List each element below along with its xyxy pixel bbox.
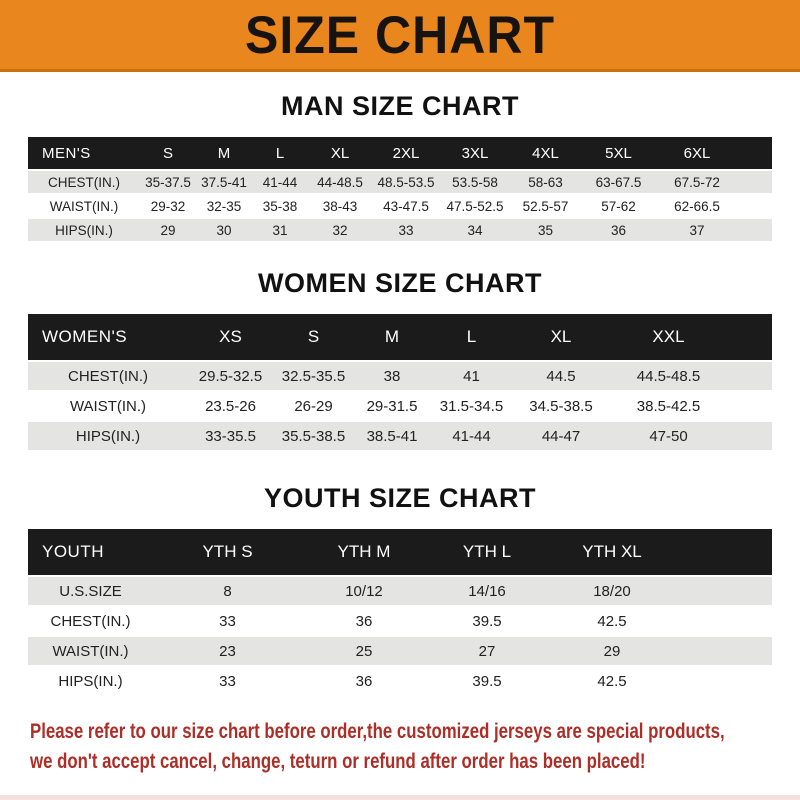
size-value: 38-43 — [308, 193, 372, 217]
col-header: XL — [308, 137, 372, 169]
men-section — [0, 91, 800, 241]
men-corner-label: MEN'S — [28, 137, 140, 169]
col-header: 5XL — [581, 137, 656, 169]
row-label: HIPS(IN.) — [28, 217, 140, 241]
size-value: 33-35.5 — [188, 420, 273, 450]
col-header: YTH XL — [548, 529, 676, 575]
bottom-edge-strip — [0, 795, 800, 800]
col-header: L — [430, 314, 513, 360]
col-header: YTH L — [426, 529, 548, 575]
size-value: 36 — [302, 605, 426, 635]
row-label: WAIST(IN.) — [28, 390, 188, 420]
youth-section-heading: YOUTH SIZE CHART — [263, 483, 536, 513]
size-value: 27 — [426, 635, 548, 665]
spacer-cell — [676, 635, 772, 665]
row-label: CHEST(IN.) — [28, 360, 188, 390]
size-value: 33 — [372, 217, 440, 241]
col-header: L — [252, 137, 308, 169]
spacer-cell — [738, 137, 772, 169]
size-value: 23.5-26 — [188, 390, 273, 420]
size-value: 41 — [430, 360, 513, 390]
size-value: 42.5 — [548, 665, 676, 695]
size-value: 18/20 — [548, 575, 676, 605]
row-label: HIPS(IN.) — [28, 665, 153, 695]
size-value: 10/12 — [302, 575, 426, 605]
size-value: 35-37.5 — [140, 169, 196, 193]
col-header: XS — [188, 314, 273, 360]
men-size-table — [28, 137, 772, 241]
table-row — [28, 217, 772, 241]
footnote-line-1: Please refer to our size chart before order,the customized jerseys are special products, — [30, 720, 725, 743]
table-row — [28, 665, 772, 695]
page-title: SIZE CHART — [245, 4, 555, 65]
banner — [0, 0, 800, 72]
col-header: M — [196, 137, 252, 169]
size-value: 33 — [153, 665, 302, 695]
size-value: 47-50 — [609, 420, 728, 450]
size-value: 29 — [140, 217, 196, 241]
row-label: HIPS(IN.) — [28, 420, 188, 450]
size-value: 35 — [510, 217, 581, 241]
women-header-row — [28, 314, 772, 360]
size-value: 39.5 — [426, 605, 548, 635]
size-value: 14/16 — [426, 575, 548, 605]
size-value: 38.5-42.5 — [609, 390, 728, 420]
col-header: 2XL — [372, 137, 440, 169]
size-value: 44-48.5 — [308, 169, 372, 193]
size-value: 53.5-58 — [440, 169, 510, 193]
women-corner-label: WOMEN'S — [28, 314, 188, 360]
size-value: 42.5 — [548, 605, 676, 635]
col-header: S — [273, 314, 354, 360]
size-value: 41-44 — [252, 169, 308, 193]
footnote — [30, 717, 800, 777]
size-value: 57-62 — [581, 193, 656, 217]
col-header: M — [354, 314, 430, 360]
spacer-cell — [728, 360, 772, 390]
size-value: 58-63 — [510, 169, 581, 193]
size-value: 48.5-53.5 — [372, 169, 440, 193]
size-value: 37.5-41 — [196, 169, 252, 193]
size-value: 8 — [153, 575, 302, 605]
table-row — [28, 635, 772, 665]
size-value: 38.5-41 — [354, 420, 430, 450]
size-value: 29-31.5 — [354, 390, 430, 420]
size-value: 47.5-52.5 — [440, 193, 510, 217]
size-value: 44.5-48.5 — [609, 360, 728, 390]
col-header: S — [140, 137, 196, 169]
table-row — [28, 605, 772, 635]
size-value: 39.5 — [426, 665, 548, 695]
spacer-cell — [738, 217, 772, 241]
size-value: 31.5-34.5 — [430, 390, 513, 420]
size-value: 44.5 — [513, 360, 609, 390]
size-value: 34.5-38.5 — [513, 390, 609, 420]
size-value: 52.5-57 — [510, 193, 581, 217]
size-value: 29 — [548, 635, 676, 665]
women-section-heading: WOMEN SIZE CHART — [258, 268, 542, 298]
size-value: 41-44 — [430, 420, 513, 450]
spacer-cell — [728, 314, 772, 360]
table-row — [28, 390, 772, 420]
size-value: 35.5-38.5 — [273, 420, 354, 450]
row-label: WAIST(IN.) — [28, 635, 153, 665]
row-label: WAIST(IN.) — [28, 193, 140, 217]
size-value: 35-38 — [252, 193, 308, 217]
table-row — [28, 169, 772, 193]
size-value: 36 — [302, 665, 426, 695]
row-label: CHEST(IN.) — [28, 605, 153, 635]
footnote-line-2: we don't accept cancel, change, teturn or refund after order has been placed! — [30, 749, 646, 773]
spacer-cell — [676, 665, 772, 695]
women-size-table — [28, 314, 772, 450]
spacer-cell — [676, 575, 772, 605]
col-header: XL — [513, 314, 609, 360]
men-section-heading: MAN SIZE CHART — [281, 91, 519, 121]
table-row — [28, 575, 772, 605]
size-value: 29.5-32.5 — [188, 360, 273, 390]
col-header: XXL — [609, 314, 728, 360]
size-value: 31 — [252, 217, 308, 241]
youth-corner-label: YOUTH — [28, 529, 153, 575]
col-header: 4XL — [510, 137, 581, 169]
spacer-cell — [728, 390, 772, 420]
spacer-cell — [728, 420, 772, 450]
youth-header-row — [28, 529, 772, 575]
spacer-cell — [738, 169, 772, 193]
size-value: 44-47 — [513, 420, 609, 450]
size-value: 25 — [302, 635, 426, 665]
size-value: 30 — [196, 217, 252, 241]
size-value: 32 — [308, 217, 372, 241]
spacer-cell — [676, 529, 772, 575]
size-value: 32-35 — [196, 193, 252, 217]
size-value: 34 — [440, 217, 510, 241]
table-row — [28, 360, 772, 390]
size-value: 63-67.5 — [581, 169, 656, 193]
spacer-cell — [738, 193, 772, 217]
size-value: 33 — [153, 605, 302, 635]
youth-section — [0, 483, 800, 695]
size-value: 36 — [581, 217, 656, 241]
table-row — [28, 193, 772, 217]
col-header: YTH S — [153, 529, 302, 575]
size-value: 37 — [656, 217, 738, 241]
row-label: CHEST(IN.) — [28, 169, 140, 193]
women-section — [0, 268, 800, 450]
size-value: 32.5-35.5 — [273, 360, 354, 390]
youth-size-table — [28, 529, 772, 695]
row-label: U.S.SIZE — [28, 575, 153, 605]
men-header-row — [28, 137, 772, 169]
size-value: 62-66.5 — [656, 193, 738, 217]
size-value: 67.5-72 — [656, 169, 738, 193]
col-header: 3XL — [440, 137, 510, 169]
size-value: 26-29 — [273, 390, 354, 420]
spacer-cell — [676, 605, 772, 635]
size-value: 43-47.5 — [372, 193, 440, 217]
size-value: 23 — [153, 635, 302, 665]
size-value: 38 — [354, 360, 430, 390]
col-header: YTH M — [302, 529, 426, 575]
size-value: 29-32 — [140, 193, 196, 217]
col-header: 6XL — [656, 137, 738, 169]
table-row — [28, 420, 772, 450]
